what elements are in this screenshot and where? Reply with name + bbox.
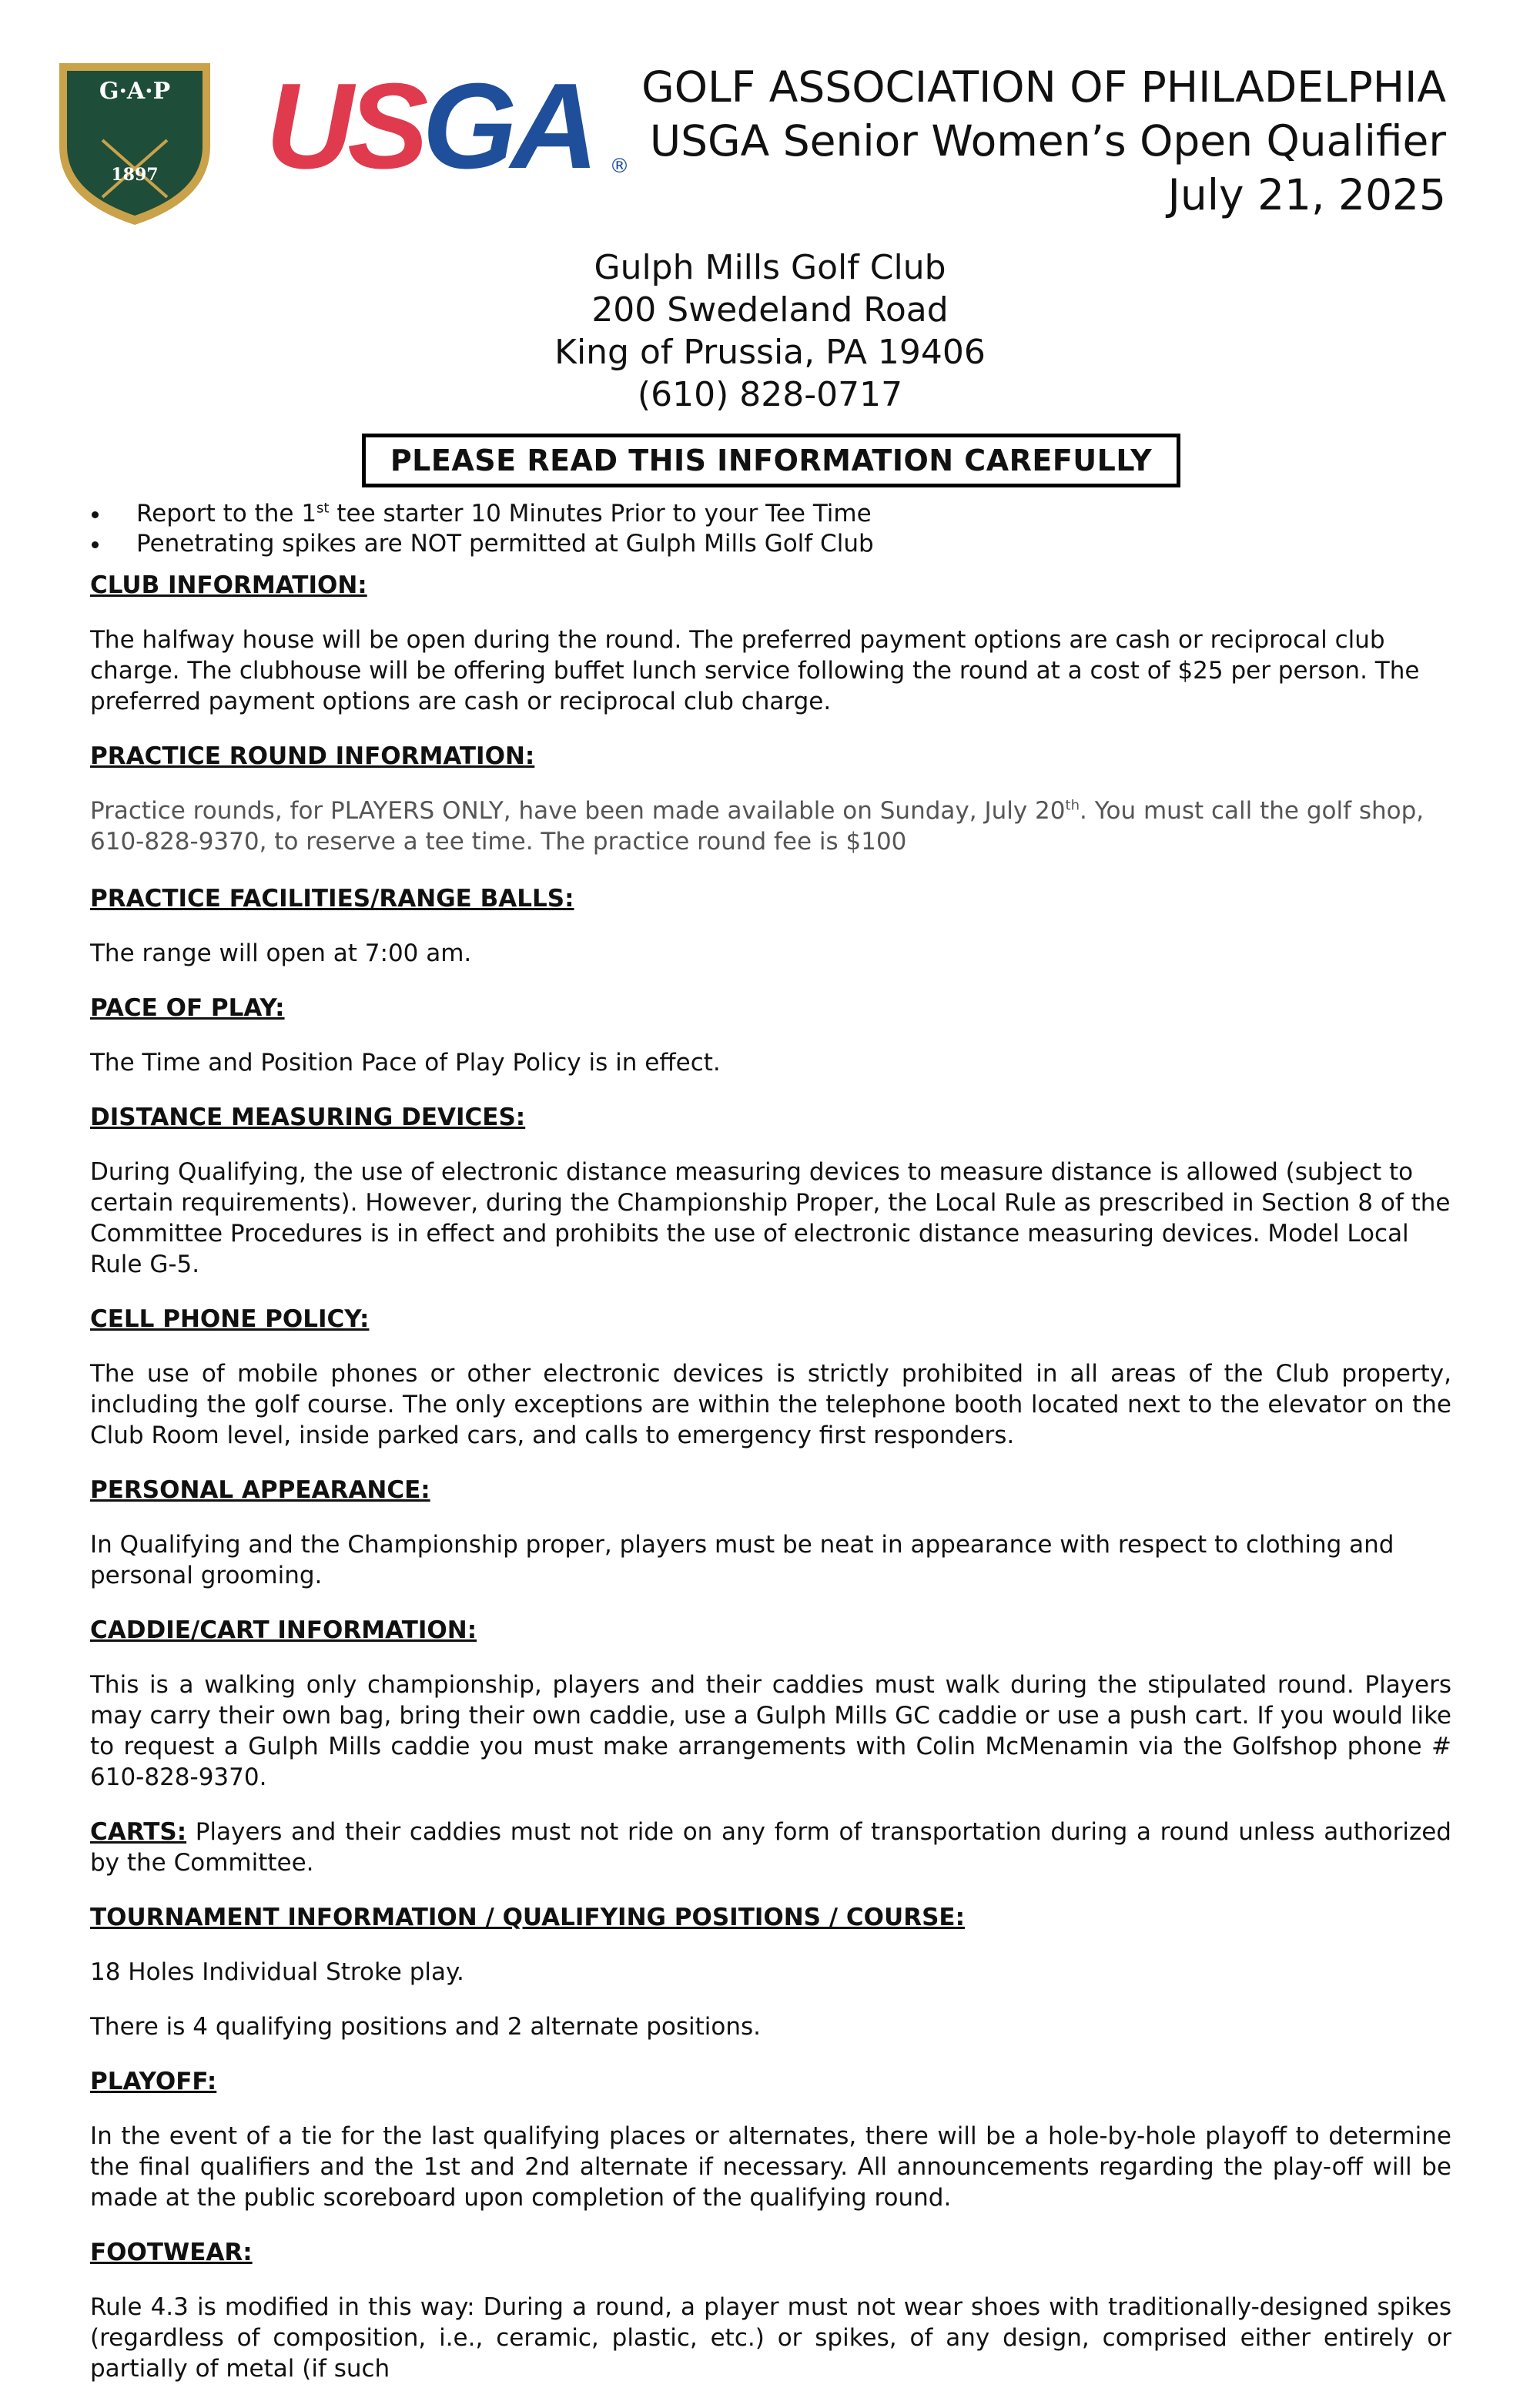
- title-line-association: GOLF ASSOCIATION OF PHILADELPHIA: [641, 62, 1446, 112]
- section-body: This is a walking only championship, players and their caddies must walk during the stipulated round. Players may carry their own bag, bring their own caddie, use a Gulph Mills GC caddie or use a push cart. If you would like to request a Gulph Mills caddie you must make arrangements with Colin McMenamin via the Golfshop phone # 610-828-9370.: [90, 1671, 1451, 1791]
- document-title: [641, 60, 1446, 222]
- venue-city: King of Prussia, PA 19406: [554, 333, 986, 372]
- section-caddie-cart: [90, 1615, 1451, 1793]
- logo-area: [42, 54, 630, 231]
- document-body: [90, 499, 1451, 2408]
- notice-box: [362, 434, 1180, 487]
- section-body: The Time and Position Pace of Play Policy is in effect.: [90, 1049, 721, 1077]
- section-body: [90, 1817, 1451, 1878]
- section-carts: [90, 1817, 1451, 1878]
- venue-name: Gulph Mills Golf Club: [594, 248, 946, 287]
- usga-logo: [266, 59, 630, 194]
- gap-logo: [42, 54, 227, 231]
- bullet-text: Penetrating spikes are NOT permitted at Gulph Mills Golf Club: [136, 530, 874, 558]
- section-body: Rule 4.3 is modified in this way: During a round, a player must not wear shoes with traditionally-designed spikes (regardless of composition, i.e., ceramic, plastic, etc.) or spikes, of any design, comprised either entirely or partially of metal (if such: [90, 2293, 1451, 2383]
- section-heading: DISTANCE MEASURING DEVICES:: [90, 1104, 526, 1131]
- section-body: During Qualifying, the use of electronic distance measuring devices to measure distance is allowed (subject to certain requirements). However, during the Championship Proper, the Local Rule as prescribed in Section 8 of the Committee Procedures is in effect and prohibits the use of electronic distance measuring devices. Model Local Rule G-5.: [90, 1158, 1451, 1278]
- section-body: [90, 795, 1451, 857]
- section-text: . You must call the golf shop, 610-828-9370, to reserve a tee time. The practice round fee is $100: [90, 797, 1424, 856]
- section-text: Players and their caddies must not ride on any form of transportation during a round unless authorized by the Committee.: [90, 1818, 1451, 1877]
- section-practice-round: [90, 741, 1451, 857]
- section-body: The range will open at 7:00 am.: [90, 939, 472, 967]
- section-heading: CELL PHONE POLICY:: [90, 1305, 370, 1333]
- gap-shield-icon: [42, 54, 227, 231]
- usga-logo-us: US: [266, 59, 423, 194]
- section-club-information: [90, 570, 1451, 717]
- bullet-item-report: [90, 499, 1451, 529]
- section-heading: TOURNAMENT INFORMATION / QUALIFYING POSITIONS / COURSE:: [90, 1904, 965, 1931]
- section-cell-phone-policy: [90, 1304, 1451, 1451]
- title-line-date: July 21, 2025: [1167, 170, 1446, 219]
- superscript: th: [1065, 797, 1080, 814]
- bullet-list: [90, 499, 1451, 559]
- section-body-line: There is 4 qualifying positions and 2 alternate positions.: [90, 2013, 761, 2041]
- section-pace-of-play: [90, 993, 1451, 1078]
- venue-phone: (610) 828-0717: [637, 375, 903, 414]
- notice-text: PLEASE READ THIS INFORMATION CAREFULLY: [390, 444, 1153, 477]
- gap-letters: G·A·P: [99, 78, 171, 105]
- section-heading: FOOTWEAR:: [90, 2239, 253, 2266]
- section-heading: CARTS:: [90, 1818, 187, 1846]
- section-heading: PRACTICE FACILITIES/RANGE BALLS:: [90, 885, 574, 913]
- venue-address: 200 Swedeland Road: [591, 290, 949, 330]
- usga-logo-ga: GA: [422, 59, 593, 194]
- section-personal-appearance: [90, 1475, 1451, 1591]
- section-heading: PERSONAL APPEARANCE:: [90, 1476, 430, 1504]
- section-text: Practice rounds, for PLAYERS ONLY, have been made available on Sunday, July 20: [90, 797, 1066, 825]
- bullet-text: tee starter 10 Minutes Prior to your Tee Time: [329, 500, 872, 527]
- title-line-event: USGA Senior Women’s Open Qualifier: [649, 116, 1446, 166]
- section-practice-facilities: [90, 883, 1451, 969]
- section-body: The use of mobile phones or other electronic devices is strictly prohibited in all areas of the Club property, including the golf course. The only exceptions are within the telephone booth located next to the elevator on the Club Room level, inside parked cars, and calls to emergency first responders.: [90, 1360, 1451, 1449]
- superscript: st: [316, 500, 330, 517]
- bullet-item-spikes: [90, 529, 1451, 559]
- section-playoff: [90, 2066, 1451, 2213]
- gap-year: 1897: [111, 165, 159, 185]
- section-body: In Qualifying and the Championship proper, players must be neat in appearance with respect to clothing and personal grooming.: [90, 1531, 1394, 1589]
- section-heading: CADDIE/CART INFORMATION:: [90, 1616, 477, 1644]
- section-distance-devices: [90, 1102, 1451, 1280]
- section-heading: CLUB INFORMATION:: [90, 571, 367, 599]
- section-heading: PACE OF PLAY:: [90, 994, 285, 1022]
- section-heading: PLAYOFF:: [90, 2068, 217, 2095]
- section-footwear: [90, 2237, 1451, 2384]
- section-body-line: 18 Holes Individual Stroke play.: [90, 1958, 464, 1986]
- registered-mark: ®: [609, 155, 630, 178]
- section-body: In the event of a tie for the last qualifying places or alternates, there will be a hole-by-hole playoff to determine the final qualifiers and the 1st and 2nd alternate if necessary. All announcements regarding the play-off will be made at the public scoreboard upon completion of the qualifying round.: [90, 2122, 1451, 2212]
- section-tournament-information: [90, 1902, 1451, 2042]
- section-heading: PRACTICE ROUND INFORMATION:: [90, 742, 535, 770]
- section-body: The halfway house will be open during the round. The preferred payment options are cash or reciprocal club charge. The clubhouse will be offering buffet lunch service following the round at a cost of $25 per person. The preferred payment options are cash or reciprocal club charge.: [90, 626, 1420, 715]
- bullet-text: Report to the 1: [136, 500, 317, 527]
- venue-info: [0, 246, 1540, 416]
